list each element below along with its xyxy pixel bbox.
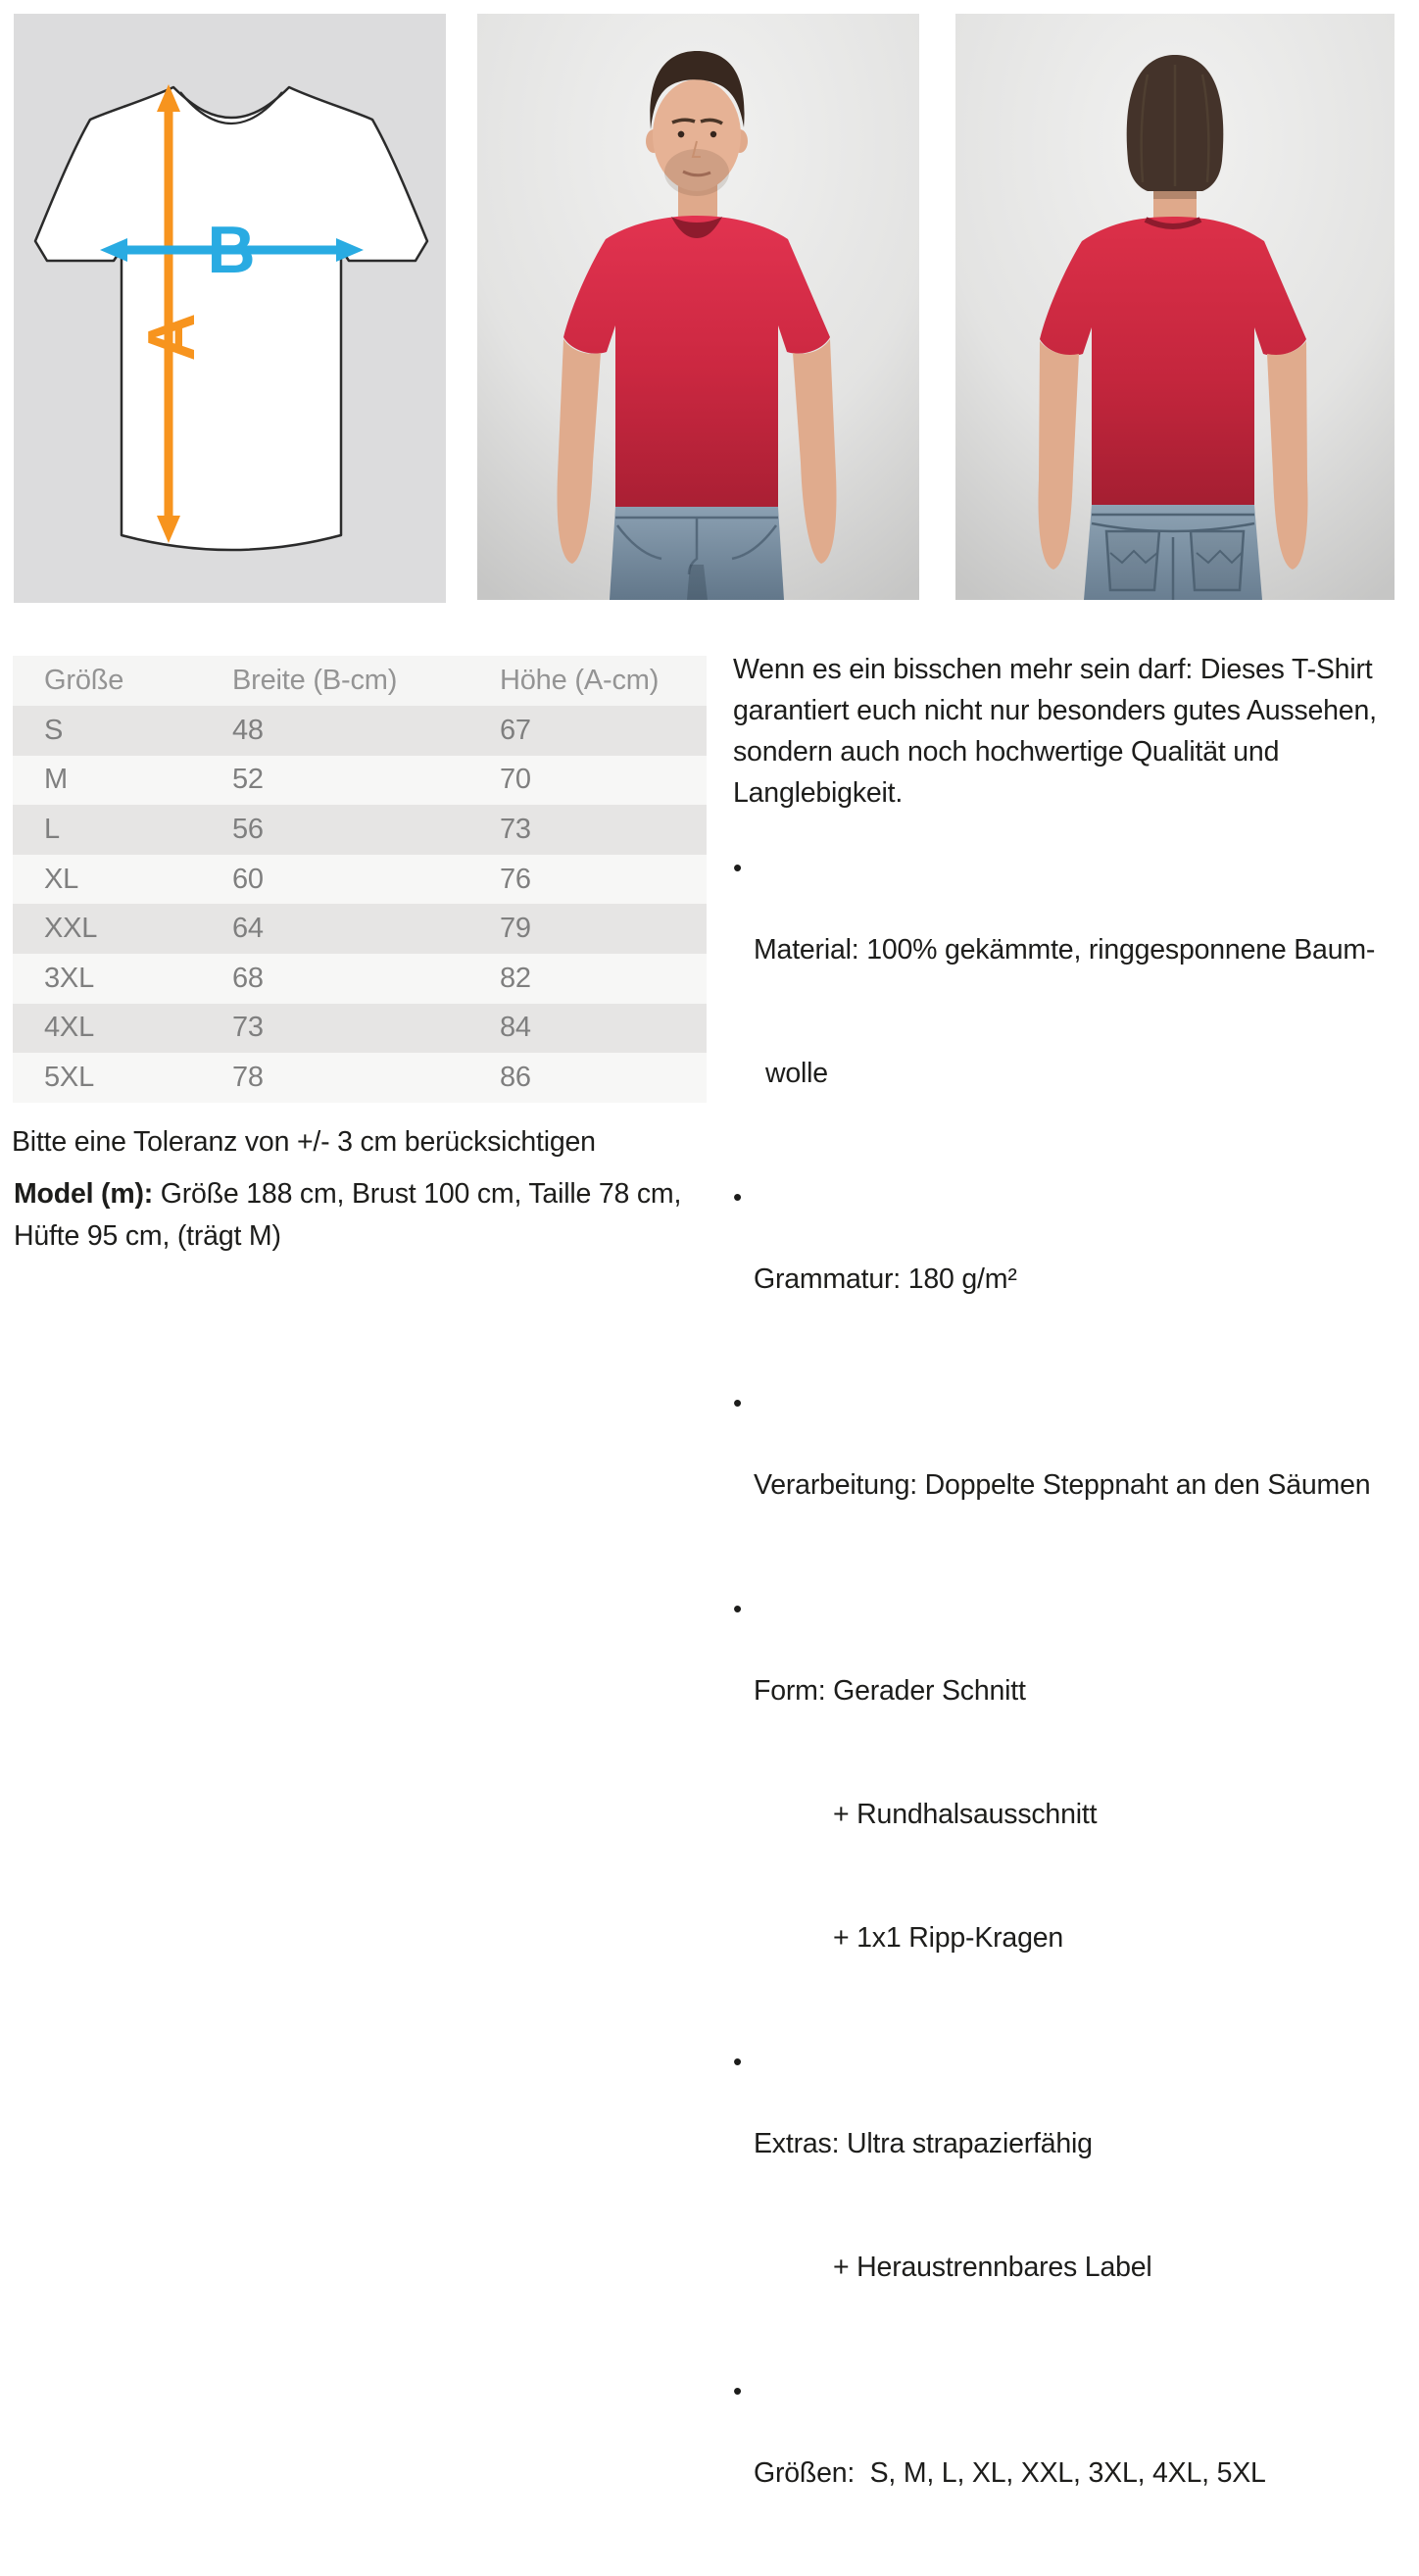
size-diagram-image[interactable] — [14, 14, 446, 603]
table-row: XXL 64 79 — [13, 904, 707, 954]
table-row: L 56 73 — [13, 805, 707, 855]
model-note-label: Model (m): — [14, 1178, 154, 1210]
product-description — [733, 649, 1419, 2576]
model-measurements-note — [14, 1173, 721, 1258]
feature-list — [733, 847, 1419, 2576]
column-header-size: Größe — [13, 656, 201, 706]
width-label: B — [207, 213, 256, 287]
table-row: 3XL 68 82 — [13, 954, 707, 1004]
model-note-line2: Hüfte 95 cm, (trägt M) — [14, 1220, 281, 1252]
model-note-line1: Model (m): Größe 188 cm, Brust 100 cm, Taille 78 cm, — [14, 1178, 682, 1210]
model-front-illustration — [477, 14, 919, 600]
product-photo-front[interactable] — [477, 14, 919, 600]
tshirt-outline — [35, 87, 427, 550]
feature-material: • Material: 100% gekämmte, ringgesponnene Baum- wolle — [733, 847, 1419, 1176]
height-label: A — [134, 313, 209, 362]
product-photo-back[interactable] — [955, 14, 1395, 600]
description-paragraph: Wenn es ein bisschen mehr sein darf: Dieses T-Shirt garantiert euch nicht nur besonders gutes Aussehen, sondern auch noch hochwertige Qualität und Langlebigkeit. — [733, 654, 1377, 809]
feature-extras: • Extras: Ultra strapazierfähig + Heraustrennbares Label — [733, 2041, 1419, 2370]
feature-form: • Form: Gerader Schnitt + Rundhalsausschnitt + 1x1 Ripp-Kragen — [733, 1588, 1419, 2041]
tshirt-measurement-diagram — [14, 14, 446, 603]
feature-grammatur: • Grammatur: 180 g/m² — [733, 1176, 1419, 1382]
table-row: XL 60 76 — [13, 855, 707, 905]
feature-verarbeitung: • Verarbeitung: Doppelte Steppnaht an den Säumen — [733, 1382, 1419, 1588]
feature-sizes: • Größen: S, M, L, XL, XXL, 3XL, 4XL, 5XL — [733, 2370, 1419, 2576]
tolerance-note: Bitte eine Toleranz von +/- 3 cm berücksichtigen — [12, 1126, 596, 1158]
table-row: 5XL 78 86 — [13, 1053, 707, 1103]
table-row: 4XL 73 84 — [13, 1004, 707, 1054]
model-back-illustration — [955, 14, 1395, 600]
column-header-height: Höhe (A-cm) — [468, 656, 707, 706]
table-row: M 52 70 — [13, 756, 707, 806]
size-table — [13, 656, 707, 1103]
table-row: S 48 67 — [13, 706, 707, 756]
size-table-header-row — [13, 656, 707, 706]
column-header-width: Breite (B-cm) — [201, 656, 468, 706]
